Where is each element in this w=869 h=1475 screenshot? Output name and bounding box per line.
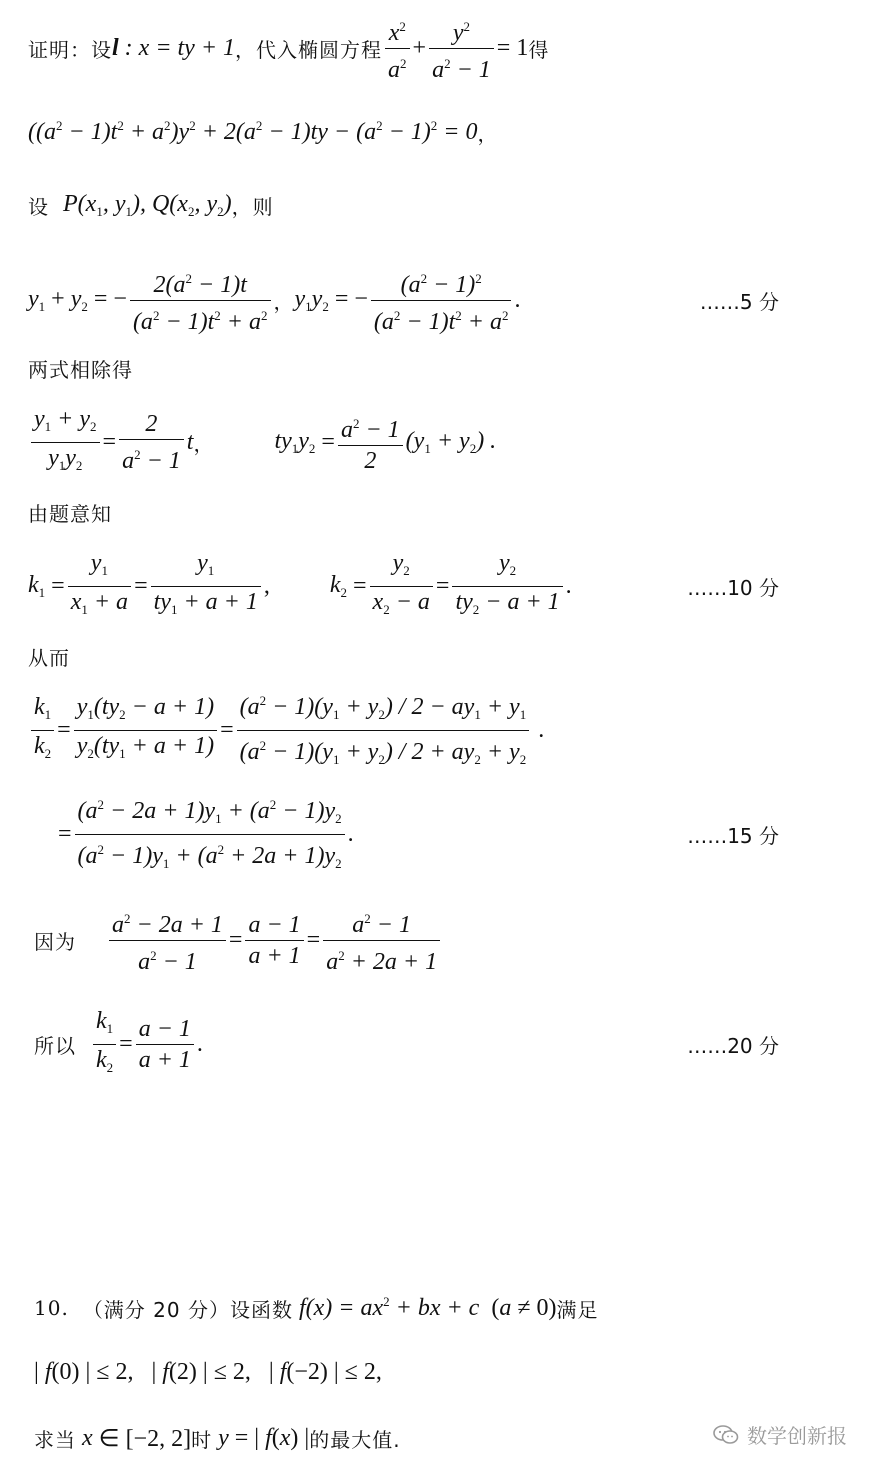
q10-score: （满分 20 分） [82, 1297, 230, 1322]
by-problem-line: 由题意知 [28, 501, 112, 526]
q10-number: 10. [34, 1296, 69, 1320]
vieta-line: $y_1 + y_2$ = − $\frac{2(a^2 - 1)t}{(a^2 - 1)t^2 + a^2}$ ， $y_1y_2$ = − $\frac{(a^2 - 1)^2}{(a^2 - 1)t^2 + a^2}$ . ……5 分 [28, 262, 869, 338]
k-ratio-line: $\frac{k_1}{k_2}$ = $\frac{y_1(ty_2 - a + 1)}{y_2(ty_1 + a + 1)}$ = $\frac{(a^2 - 1)(y_1 + y_2) / 2 - ay_1 + y_1}{(a^2 - 1)(y_1 + y_2) / 2 + ay_2 + y_2}$ . [28, 692, 869, 768]
score-5: ……5 分 [699, 289, 779, 314]
score-20: ……20 分 [687, 1033, 779, 1058]
slopes-line: $k_1$ = $\frac{y_1}{x_1 + a}$ = $\frac{y_1}{ty_1 + a + 1}$ , $k_2$ = $\frac{y_2}{x_2 - a}$ = $\frac{y_2}{ty_2 - a + 1}$ . ……10 分 [28, 549, 779, 617]
watermark-label: 数学创新报 [747, 1424, 847, 1448]
ratio-line: $\frac{y_1 + y_2}{y_1y_2}$ = $\frac{2}{a^2 - 1}$ t ， $ty_1y_2$ = $\frac{a^2 - 1}{2}$ $(y_1 + y_2)$ . [28, 404, 869, 480]
simplified-line: = $\frac{(a^2 - 2a + 1)y_1 + (a^2 - 1)y_2}{(a^2 - 1)y_1 + (a^2 + 2a + 1)y_2}$ . ……15 分 [58, 796, 779, 871]
ratio-fraction: $\frac{y_1 + y_2}{y_1y_2}$ [31, 404, 100, 481]
because-line: 因为 $\frac{a^2 - 2a + 1}{a^2 - 1}$ = $\frac{a - 1}{a + 1}$ = $\frac{a^2 - 1}{a^2 + 2a + 1}$ [34, 902, 869, 978]
points-eq: $P(x_1$, $y_1$), $Q(x_2$, $y_2$) [63, 190, 232, 219]
score-10: ……10 分 [687, 575, 779, 600]
product-fraction: $\frac{(a^2 - 1)^2}{(a^2 - 1)t^2 + a^2}$ [371, 264, 512, 337]
q10-ask: 求当 x ∈ [−2, 2] 时 y = | f(x) | 的最大值. [34, 1424, 401, 1452]
quadratic-eq: $((a^2 - 1)t^2 + a^2)y^2 + 2(a^2 - 1)ty - (a^2 - 1)^2 = 0$ [28, 118, 478, 145]
substitute-text: ，代入椭圆方程 [235, 37, 383, 62]
q10-conditions: | f(0) | ≤ 2, | f(2) | ≤ 2, | f(−2) | ≤ 2, [34, 1358, 382, 1385]
thus-line: 从而 [28, 645, 70, 670]
wechat-icon [713, 1425, 739, 1445]
points-line: 设 $P(x_1$, $y_1$), $Q(x_2$, $y_2$) ，则 [28, 190, 274, 219]
quadratic-line: $((a^2 - 1)t^2 + a^2)y^2 + 2(a^2 - 1)ty - (a^2 - 1)^2 = 0$ ， [28, 118, 499, 146]
ellipse-term-y: $\frac{y^2}{a^2 - 1}$ [429, 12, 494, 85]
sum-fraction: $\frac{2(a^2 - 1)t}{(a^2 - 1)t^2 + a^2}$ [130, 264, 271, 337]
therefore-line: 所以 $\frac{k_1}{k_2}$ = $\frac{a - 1}{a + 1}$ . ……20 分 [34, 1007, 779, 1075]
watermark [713, 1420, 847, 1449]
q10-line: 10. （满分 20 分） 设函数 $f(x) = ax^2$ + bx + c (a ≠ 0) 满足 [34, 1294, 599, 1322]
proof-label: 证明：设 [28, 37, 112, 62]
get-text: 得 [528, 37, 550, 62]
line-eq: l : x = ty + 1 [112, 34, 236, 61]
score-15: ……15 分 [687, 823, 779, 848]
ellipse-term-x: $\frac{x^2}{a^2}$ [385, 12, 410, 85]
divide-line: 两式相除得 [28, 357, 133, 382]
proof-line: 证明：设 l : x = ty + 1 ，代入椭圆方程 $\frac{x^2}{a^2}$ + $\frac{y^2}{a^2 - 1}$ = 1 得 [28, 8, 869, 88]
